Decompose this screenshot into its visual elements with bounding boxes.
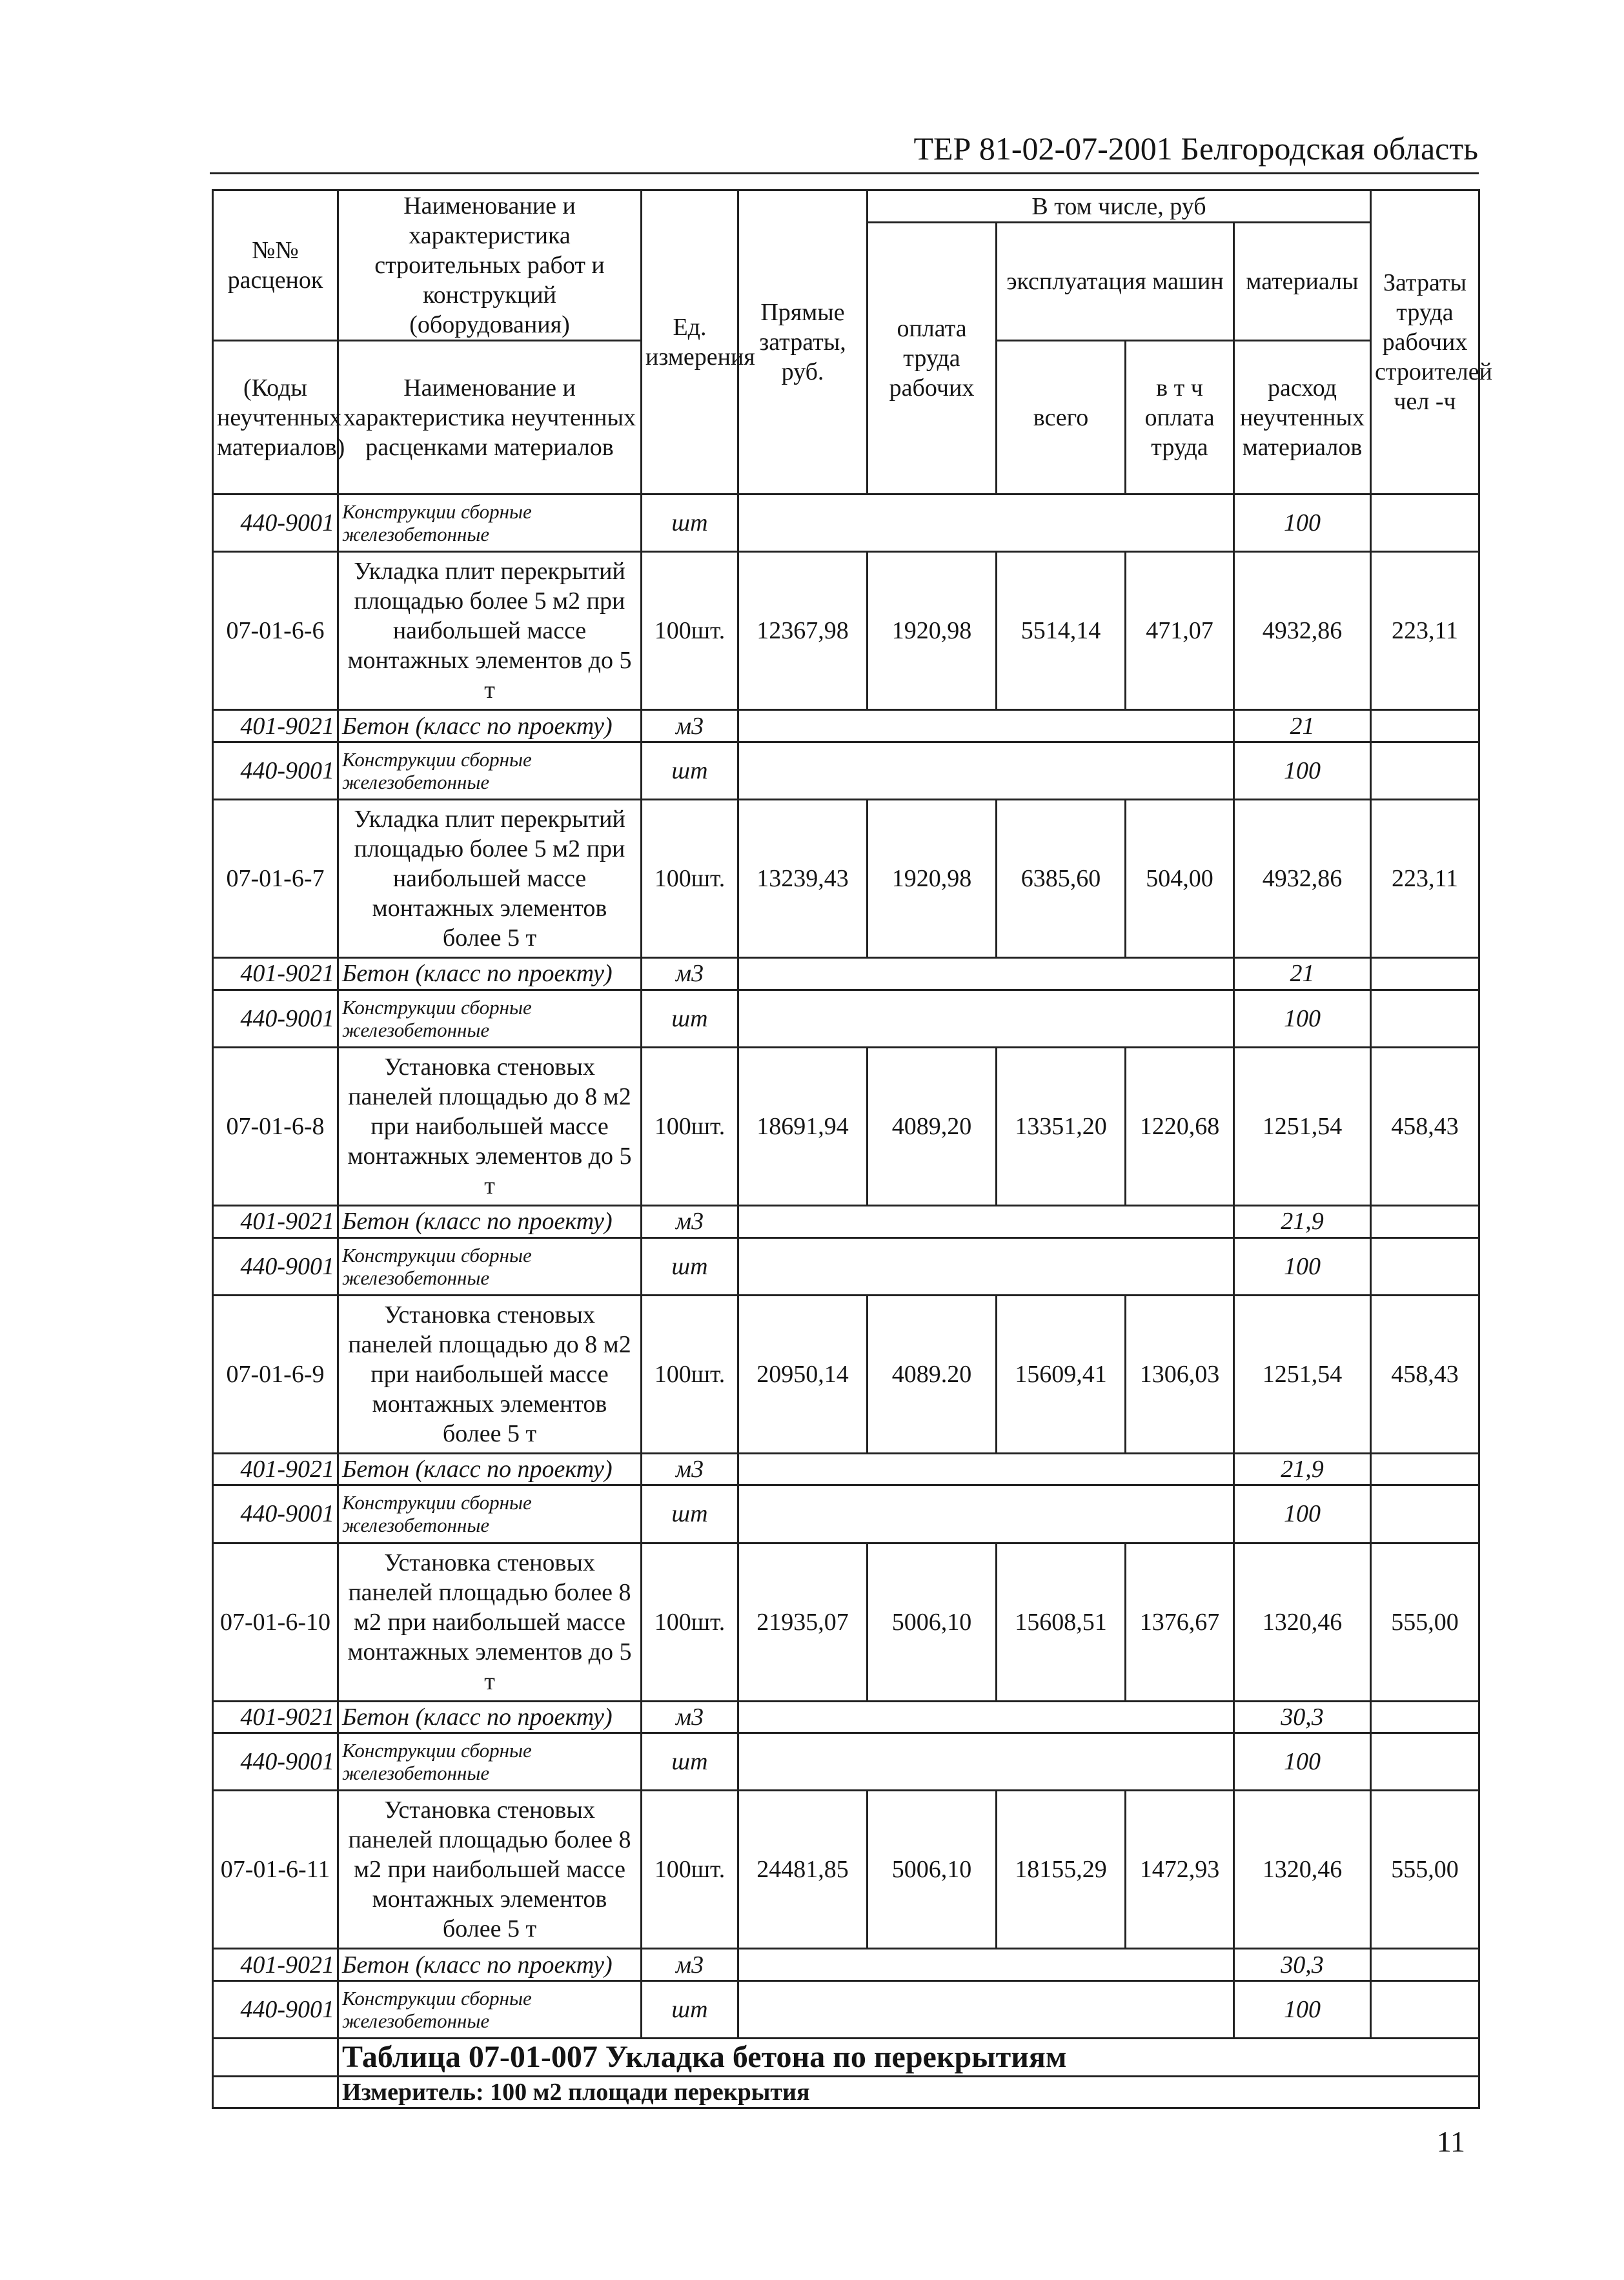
rate-materials: 4932,86 xyxy=(1234,552,1371,710)
material-empty-cell xyxy=(738,1453,1234,1485)
rate-materials: 1320,46 xyxy=(1234,1791,1371,1949)
material-qty: 100 xyxy=(1234,742,1371,799)
material-qty: 100 xyxy=(1234,494,1371,552)
material-empty-cell xyxy=(738,1485,1234,1543)
material-row xyxy=(213,710,1479,742)
page-number: 11 xyxy=(1436,2125,1465,2158)
material-empty-cell xyxy=(1371,494,1479,552)
material-unit: м3 xyxy=(642,958,738,990)
header-rule xyxy=(210,172,1479,174)
col-unaccounted-materials: расход неучтенных материалов xyxy=(1234,341,1371,494)
rates-table xyxy=(212,189,1492,2109)
material-code: 440-9001 xyxy=(213,742,338,799)
material-row xyxy=(213,1981,1479,2039)
rate-name: Установка стеновых панелей площадью до 8 м2 при наибольшей массе монтажных элементов более 5 т xyxy=(338,1295,642,1453)
rate-name: Установка стеновых панелей площадью более 8 м2 при наибольшей массе монтажных элементов до 5 т xyxy=(338,1543,642,1701)
table-head xyxy=(213,190,1492,494)
rate-code: 07-01-6-7 xyxy=(213,799,338,957)
material-unit: шт xyxy=(642,1237,738,1295)
material-row xyxy=(213,1485,1479,1543)
material-row xyxy=(213,1205,1479,1237)
rate-unit: 100шт. xyxy=(642,1543,738,1701)
rate-machines: 13351,20 xyxy=(997,1047,1126,1205)
col-direct-costs: Прямые затраты, руб. xyxy=(738,190,868,494)
col-machine-operation: эксплуатация машин xyxy=(997,223,1234,341)
material-unit: шт xyxy=(642,990,738,1047)
rate-direct-costs: 18691,94 xyxy=(738,1047,868,1205)
rate-unit: 100шт. xyxy=(642,799,738,957)
rate-materials: 1251,54 xyxy=(1234,1047,1371,1205)
material-code: 440-9001 xyxy=(213,1237,338,1295)
rate-labor-costs: 555,00 xyxy=(1371,1543,1479,1701)
col-machines-total: всего xyxy=(997,341,1126,494)
material-qty: 21,9 xyxy=(1234,1453,1371,1485)
rate-row xyxy=(213,1791,1479,1949)
rate-row xyxy=(213,552,1479,710)
rate-incl-pay: 1376,67 xyxy=(1126,1543,1234,1701)
rate-materials: 1320,46 xyxy=(1234,1543,1371,1701)
material-unit: шт xyxy=(642,1733,738,1791)
col-labor-pay: оплата труда рабочих xyxy=(868,223,997,494)
material-qty: 100 xyxy=(1234,1733,1371,1791)
material-qty: 21,9 xyxy=(1234,1205,1371,1237)
rate-name: Укладка плит перекрытий площадью более 5 м2 при наибольшей массе монтажных элементов более 5 т xyxy=(338,799,642,957)
material-empty-cell xyxy=(738,494,1234,552)
col-work-name: Наименование и характеристика строительных работ и конструкций (оборудования) xyxy=(338,190,642,341)
material-unit: шт xyxy=(642,742,738,799)
material-code: 440-9001 xyxy=(213,494,338,552)
rate-code: 07-01-6-11 xyxy=(213,1791,338,1949)
material-empty-cell xyxy=(1371,1453,1479,1485)
document-header: ТЕР 81-02-07-2001 Белгородская область xyxy=(913,130,1478,167)
next-table-measure: Измеритель: 100 м2 площади перекрытия xyxy=(338,2077,1479,2108)
material-unit: м3 xyxy=(642,1205,738,1237)
material-qty: 100 xyxy=(1234,1981,1371,2039)
rate-labor-pay: 4089.20 xyxy=(868,1295,997,1453)
material-unit: шт xyxy=(642,494,738,552)
rate-incl-pay: 471,07 xyxy=(1126,552,1234,710)
material-code: 401-9021 xyxy=(213,710,338,742)
rate-labor-pay: 1920,98 xyxy=(868,552,997,710)
material-name: Конструкции сборные железобетонные xyxy=(338,1237,642,1295)
material-row xyxy=(213,1733,1479,1791)
material-row xyxy=(213,990,1479,1047)
material-qty: 21 xyxy=(1234,710,1371,742)
rate-labor-costs: 458,43 xyxy=(1371,1047,1479,1205)
material-code: 401-9021 xyxy=(213,1453,338,1485)
col-unit: Ед. измерения xyxy=(642,190,738,494)
rate-machines: 15608,51 xyxy=(997,1543,1126,1701)
material-row xyxy=(213,1949,1479,1981)
material-code: 401-9021 xyxy=(213,1205,338,1237)
rate-machines: 18155,29 xyxy=(997,1791,1126,1949)
rate-direct-costs: 24481,85 xyxy=(738,1791,868,1949)
material-empty-cell xyxy=(1371,1949,1479,1981)
material-unit: м3 xyxy=(642,1949,738,1981)
material-empty-cell xyxy=(738,1949,1234,1981)
rate-direct-costs: 20950,14 xyxy=(738,1295,868,1453)
material-unit: м3 xyxy=(642,1453,738,1485)
material-code: 401-9021 xyxy=(213,1949,338,1981)
material-empty-cell xyxy=(1371,958,1479,990)
material-empty-cell xyxy=(738,1205,1234,1237)
material-empty-cell xyxy=(738,1733,1234,1791)
rate-machines: 15609,41 xyxy=(997,1295,1126,1453)
col-incl-pay: в т ч оплата труда xyxy=(1126,341,1234,494)
material-row xyxy=(213,742,1479,799)
material-empty-cell xyxy=(1371,1205,1479,1237)
rate-name: Укладка плит перекрытий площадью более 5 м2 при наибольшей массе монтажных элементов до 5 т xyxy=(338,552,642,710)
material-qty: 21 xyxy=(1234,958,1371,990)
material-empty-cell xyxy=(1371,1237,1479,1295)
material-empty-cell xyxy=(1371,1733,1479,1791)
rate-unit: 100шт. xyxy=(642,552,738,710)
col-labor-costs: Затраты труда рабочих строителей чел -ч xyxy=(1371,190,1479,494)
material-empty-cell xyxy=(738,710,1234,742)
rate-unit: 100шт. xyxy=(642,1047,738,1205)
material-row xyxy=(213,1453,1479,1485)
col-materials: материалы xyxy=(1234,223,1371,341)
material-unit: м3 xyxy=(642,710,738,742)
col-rate-number: №№ расценок xyxy=(213,190,338,341)
rate-labor-costs: 223,11 xyxy=(1371,552,1479,710)
rate-labor-pay: 5006,10 xyxy=(868,1543,997,1701)
rate-direct-costs: 21935,07 xyxy=(738,1543,868,1701)
rate-machines: 6385,60 xyxy=(997,799,1126,957)
rate-labor-costs: 458,43 xyxy=(1371,1295,1479,1453)
material-empty-cell xyxy=(738,1701,1234,1733)
material-name: Бетон (класс по проекту) xyxy=(338,1949,642,1981)
rate-labor-pay: 1920,98 xyxy=(868,799,997,957)
rate-row xyxy=(213,1047,1479,1205)
next-table-heading xyxy=(213,2039,1479,2108)
material-name: Конструкции сборные железобетонные xyxy=(338,1485,642,1543)
material-empty-cell xyxy=(1371,1981,1479,2039)
material-row xyxy=(213,958,1479,990)
rate-incl-pay: 1472,93 xyxy=(1126,1791,1234,1949)
material-empty-cell xyxy=(1371,710,1479,742)
rate-code: 07-01-6-9 xyxy=(213,1295,338,1453)
rate-name: Установка стеновых панелей площадью до 8 м2 при наибольшей массе монтажных элементов до 5 т xyxy=(338,1047,642,1205)
rate-materials: 1251,54 xyxy=(1234,1295,1371,1453)
material-empty-cell xyxy=(738,990,1234,1047)
rate-direct-costs: 13239,43 xyxy=(738,799,868,957)
material-name: Конструкции сборные железобетонные xyxy=(338,990,642,1047)
material-unit: м3 xyxy=(642,1701,738,1733)
material-empty-cell xyxy=(1371,990,1479,1047)
section-empty-cell xyxy=(213,2077,338,2108)
rate-unit: 100шт. xyxy=(642,1791,738,1949)
rate-incl-pay: 1220,68 xyxy=(1126,1047,1234,1205)
rate-labor-pay: 4089,20 xyxy=(868,1047,997,1205)
rate-machines: 5514,14 xyxy=(997,552,1126,710)
material-empty-cell xyxy=(738,958,1234,990)
rate-row xyxy=(213,799,1479,957)
rate-name: Установка стеновых панелей площадью более 8 м2 при наибольшей массе монтажных элементов более 5 т xyxy=(338,1791,642,1949)
material-unit: шт xyxy=(642,1981,738,2039)
material-name: Конструкции сборные железобетонные xyxy=(338,1981,642,2039)
rate-labor-costs: 555,00 xyxy=(1371,1791,1479,1949)
rate-direct-costs: 12367,98 xyxy=(738,552,868,710)
rate-code: 07-01-6-8 xyxy=(213,1047,338,1205)
material-qty: 100 xyxy=(1234,1485,1371,1543)
rates-body xyxy=(213,494,1479,2039)
material-code: 440-9001 xyxy=(213,1733,338,1791)
material-name: Конструкции сборные железобетонные xyxy=(338,742,642,799)
col-material-name: Наименование и характеристика неучтенных расценками материалов xyxy=(338,341,642,494)
material-empty-cell xyxy=(738,1981,1234,2039)
col-including: В том числе, руб xyxy=(868,190,1371,223)
rate-row xyxy=(213,1295,1479,1453)
rate-labor-pay: 5006,10 xyxy=(868,1791,997,1949)
rate-row xyxy=(213,1543,1479,1701)
section-empty-cell xyxy=(213,2039,338,2077)
material-empty-cell xyxy=(738,1237,1234,1295)
material-empty-cell xyxy=(1371,742,1479,799)
material-code: 401-9021 xyxy=(213,1701,338,1733)
rate-materials: 4932,86 xyxy=(1234,799,1371,957)
material-name: Бетон (класс по проекту) xyxy=(338,1701,642,1733)
rate-unit: 100шт. xyxy=(642,1295,738,1453)
material-qty: 30,3 xyxy=(1234,1949,1371,1981)
material-qty: 30,3 xyxy=(1234,1701,1371,1733)
material-unit: шт xyxy=(642,1485,738,1543)
material-empty-cell xyxy=(1371,1701,1479,1733)
material-code: 440-9001 xyxy=(213,1981,338,2039)
material-code: 401-9021 xyxy=(213,958,338,990)
material-name: Конструкции сборные железобетонные xyxy=(338,1733,642,1791)
material-code: 440-9001 xyxy=(213,990,338,1047)
material-row xyxy=(213,494,1479,552)
material-empty-cell xyxy=(738,742,1234,799)
material-name: Бетон (класс по проекту) xyxy=(338,1453,642,1485)
material-name: Бетон (класс по проекту) xyxy=(338,958,642,990)
material-row xyxy=(213,1701,1479,1733)
material-code: 440-9001 xyxy=(213,1485,338,1543)
rate-code: 07-01-6-6 xyxy=(213,552,338,710)
rate-incl-pay: 504,00 xyxy=(1126,799,1234,957)
material-row xyxy=(213,1237,1479,1295)
material-name: Бетон (класс по проекту) xyxy=(338,710,642,742)
material-qty: 100 xyxy=(1234,1237,1371,1295)
material-qty: 100 xyxy=(1234,990,1371,1047)
material-name: Бетон (класс по проекту) xyxy=(338,1205,642,1237)
rate-incl-pay: 1306,03 xyxy=(1126,1295,1234,1453)
rate-code: 07-01-6-10 xyxy=(213,1543,338,1701)
material-empty-cell xyxy=(1371,1485,1479,1543)
rate-labor-costs: 223,11 xyxy=(1371,799,1479,957)
col-material-codes: (Коды неучтенных материалов) xyxy=(213,341,338,494)
material-name: Конструкции сборные железобетонные xyxy=(338,494,642,552)
next-table-title: Таблица 07-01-007 Укладка бетона по перекрытиям xyxy=(338,2039,1479,2077)
